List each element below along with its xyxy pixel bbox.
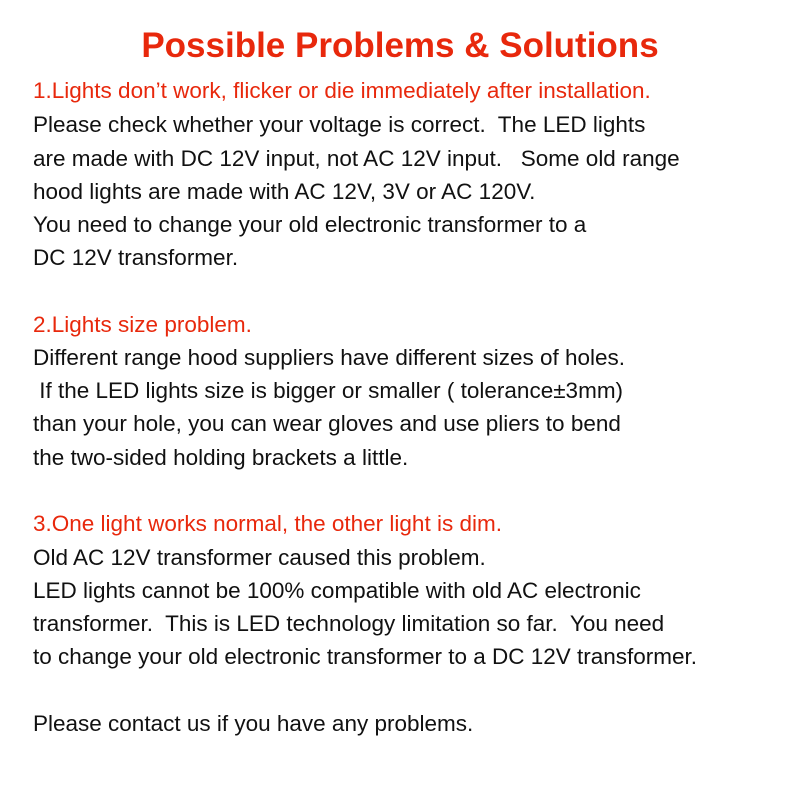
section-3-line-2: LED lights cannot be 100% compatible with old AC electronic [33,578,641,603]
section-2-line-4: the two-sided holding brackets a little. [33,445,409,470]
section-1-line-5: DC 12V transformer. [33,245,239,270]
section-1-line-1: Please check whether your voltage is correct. The LED lights [33,112,646,137]
section-2-line-3: than your hole, you can wear gloves and use pliers to bend [33,411,621,436]
section-3-heading: 3.One light works normal, the other light is dim. [33,511,502,536]
section-1-line-4: You need to change your old electronic transformer to a [33,212,587,237]
section-3-line-3: transformer. This is LED technology limitation so far. You need [33,611,665,636]
section-2-heading: 2.Lights size problem. [33,312,252,337]
section-1-heading: 1.Lights don’t work, flicker or die immediately after installation. [33,78,651,103]
contact-note: Please contact us if you have any problems. [33,711,474,736]
section-2-line-2: If the LED lights size is bigger or smaller ( tolerance±3mm) [33,378,624,403]
section-3-line-4: to change your old electronic transformer to a DC 12V transformer. [33,644,698,669]
section-3-line-1: Old AC 12V transformer caused this problem. [33,545,486,570]
section-1-line-2: are made with DC 12V input, not AC 12V input. Some old range [33,146,680,171]
section-2-line-1: Different range hood suppliers have different sizes of holes. [33,345,626,370]
page-title: Possible Problems & Solutions [141,26,659,65]
section-1-line-3: hood lights are made with AC 12V, 3V or AC 120V. [33,179,536,204]
